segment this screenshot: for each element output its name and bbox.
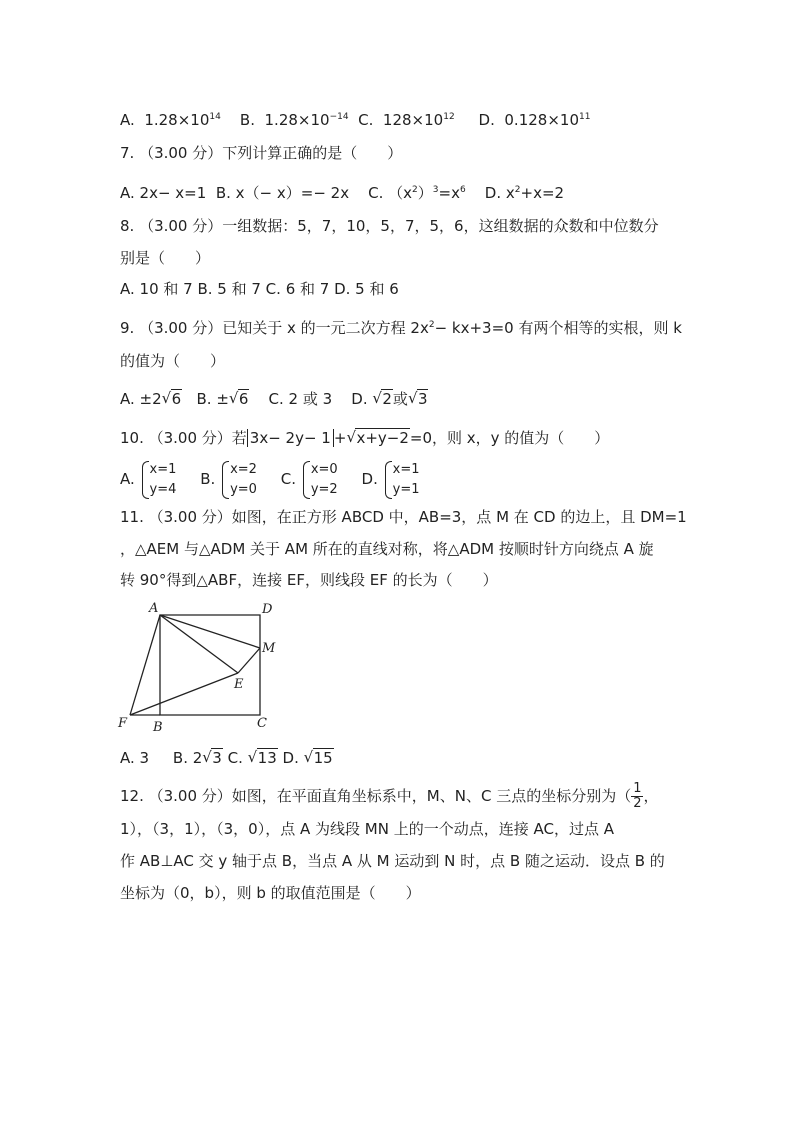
- label-f: F: [118, 716, 128, 731]
- q8-stem-line1: 8. （3.00 分）一组数据：5，7，10，5，7，5，6，这组数据的众数和中位数分: [120, 217, 659, 235]
- q9-stem-line2: 的值为（ ）: [120, 352, 226, 370]
- q11-figure: [112, 600, 282, 735]
- q8-stem-line2: 别是（ ）: [120, 249, 211, 267]
- q11-stem-line1: 11. （3.00 分）如图，在正方形 ABCD 中，AB=3，点 M 在 CD 的边上，且 DM=1: [120, 508, 687, 526]
- q10-option-c: C. x=0 y=2: [281, 470, 338, 488]
- q12-stem-line2: 1），（3，1），（3，0），点 A 为线段 MN 上的一个动点，连接 AC，过点 A: [120, 820, 614, 838]
- q7-option-d: D. $x^2+x=2$: [484, 184, 565, 202]
- q12-stem-line4: 坐标为（0，b），则 b 的取值范围是（ ）: [120, 884, 421, 902]
- q9-options: [120, 389, 428, 409]
- q11-option-a: A. 3: [120, 749, 150, 767]
- q7-options: [120, 180, 564, 203]
- q10-option-d: D. x=1 y=1: [362, 470, 420, 488]
- q10-options: [120, 459, 420, 500]
- q10-option-a: A. x=1 y=4: [120, 470, 176, 488]
- q6-option-a: A. $1.28\times 10^{14}$: [120, 111, 221, 129]
- q10-stem: 10. （3.00 分）若 3x− 2y− 1 +√ x+y−2=0，则 x，y 的值为（ ）: [120, 428, 609, 448]
- label-e: E: [234, 677, 244, 692]
- label-m: M: [262, 641, 276, 656]
- q11-option-d: D. √ 15: [283, 749, 334, 767]
- q9-option-c: C. 2 或 3: [268, 390, 333, 408]
- label-c: C: [257, 716, 267, 731]
- q11-option-b: B. 2√ 3: [173, 749, 223, 767]
- q11-option-c: C. √ 13: [228, 749, 278, 767]
- q9-option-b: B. ±√ 6: [197, 390, 250, 408]
- q10-option-b: B. x=2 y=0: [200, 470, 257, 488]
- q9-option-d: D. √ 2或√ 3: [351, 390, 428, 408]
- label-a: A: [149, 601, 159, 616]
- q7-option-a: A. 2x− x=1: [120, 184, 207, 202]
- q11-stem-line2: ，△AEM 与△ADM 关于 AM 所在的直线对称，将△ADM 按顺时针方向绕点 A 旋: [120, 540, 654, 558]
- q6-option-d: D. $0.128\times 10^{11}$: [478, 111, 591, 129]
- q12-fraction: $\frac{1}{2}$: [633, 781, 642, 811]
- q8-options: A. 10 和 7 B. 5 和 7 C. 6 和 7 D. 5 和 6: [120, 280, 399, 298]
- q6-option-c: C. $128\times 10^{12}$: [358, 111, 455, 129]
- label-b: B: [153, 720, 163, 735]
- q12-stem-line3: 作 AB⊥AC 交 y 轴于点 B，当点 A 从 M 运动到 N 时，点 B 随之运动．设点 B 的: [120, 852, 665, 870]
- q11-options: [120, 748, 334, 768]
- q6-options: [120, 107, 590, 130]
- q9-stem-line1: 9. （3.00 分）已知关于 x 的一元二次方程 $2x^2- kx+3=0$ 有两个相等的实根，则 k: [120, 319, 682, 337]
- q12-stem-line1: 12. （3.00 分）如图，在平面直角坐标系中，M、N、C 三点的坐标分别为（ $\frac{1}{2}$ ，: [120, 781, 659, 811]
- q9-option-a: A. ±2√ 6: [120, 390, 182, 408]
- q7-option-b: B. x（− x）=− 2x: [215, 184, 350, 202]
- q7-stem: 7. （3.00 分）下列计算正确的是（ ）: [120, 144, 403, 162]
- q7-option-c: C. $(x^2)^3=x^6$: [368, 184, 466, 202]
- q6-option-b: B. $1.28\times 10^{-14}$: [239, 111, 349, 129]
- label-d: D: [262, 602, 273, 617]
- q11-stem-line3: 转 90°得到△ABF，连接 EF，则线段 EF 的长为（ ）: [120, 571, 498, 589]
